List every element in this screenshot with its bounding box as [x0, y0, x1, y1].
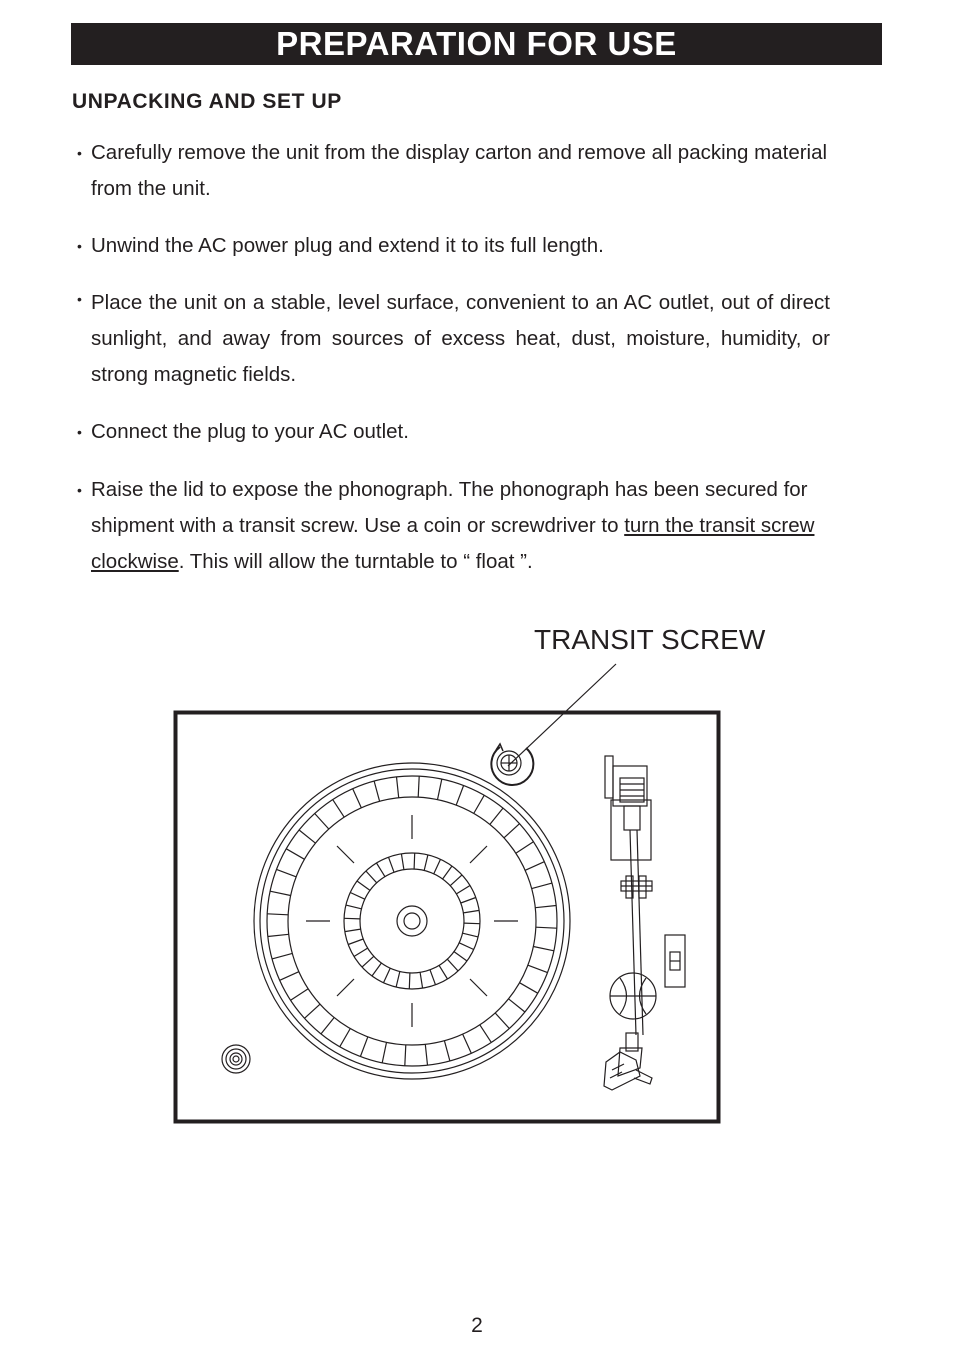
bullet-icon: • [77, 291, 82, 307]
platter-long-ticks [306, 815, 518, 1027]
leader-line [508, 664, 616, 766]
section-heading: UNPACKING AND SET UP [72, 90, 342, 113]
tonearm [604, 756, 685, 1090]
bullet-icon: • [77, 238, 82, 254]
list-item-text-start: Raise the lid to expose the phonograph. The phonograph has been secured for shipment with a transit screw. Use a coin or screwdriver to [91, 478, 808, 537]
page-number: 2 [471, 1314, 483, 1337]
turntable-plinth [176, 713, 719, 1122]
speed-knob [222, 1045, 250, 1073]
list-item-text-end: . This will allow the turntable to “ float ”. [178, 550, 533, 573]
platter [254, 763, 570, 1079]
page-title: PREPARATION FOR USE [71, 23, 882, 65]
platter-inner-ticks [344, 853, 480, 989]
list-item-text: Carefully remove the unit from the display carton and remove all packing material from the unit. [91, 141, 828, 200]
list-item-text: Connect the plug to your AC outlet. [91, 420, 409, 443]
list-item-text: Unwind the AC power plug and extend it to its full length. [91, 234, 604, 257]
bullet-icon: • [77, 145, 82, 161]
bullet-icon: • [77, 482, 82, 498]
list-item-text-underlined: turn the transit screw clockwise [91, 514, 815, 573]
transit-screw-label: TRANSIT SCREW [534, 624, 766, 655]
transit-screw-icon [491, 744, 533, 785]
list-item-text: Place the unit on a stable, level surface, convenient to an AC outlet, out of direct sunlight, and away from sources of excess heat, dust, moisture, humidity, or strong magnetic fields. [91, 291, 830, 386]
bullet-icon: • [77, 424, 82, 440]
